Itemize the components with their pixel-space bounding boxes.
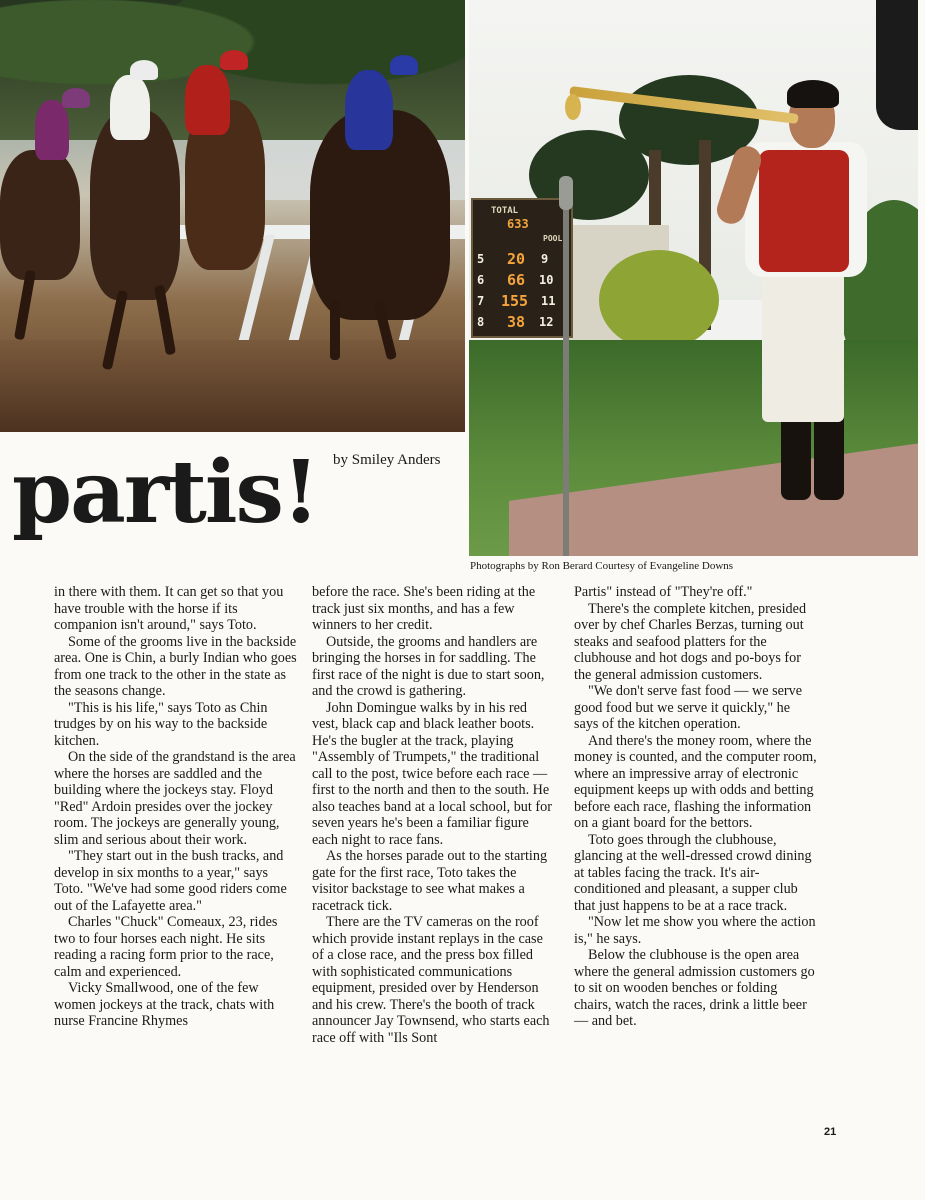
tote-row-side: 11 xyxy=(541,294,556,308)
jockey xyxy=(185,65,230,135)
tote-pool-label: POOL xyxy=(543,234,563,243)
tote-row-value: 20 xyxy=(507,250,526,268)
page-number: 21 xyxy=(824,1126,837,1138)
trumpet-bell xyxy=(565,94,581,120)
paragraph: "We don't serve fast food — we serve good food but we serve it quickly," he says of the kitchen operation. xyxy=(574,683,803,732)
tote-row-value: 38 xyxy=(507,313,526,331)
microphone xyxy=(559,176,573,210)
tote-row-num: 5 xyxy=(477,252,485,266)
paragraph: Below the clubhouse is the open area where the general admission customers go to sit on wooden benches or folding chairs, watch the races, drink a little beer — and bet. xyxy=(574,947,815,1029)
text-column-3 xyxy=(574,584,818,1030)
black-cap xyxy=(787,80,839,108)
tote-row-value: 66 xyxy=(507,271,526,289)
tote-row-side: 9 xyxy=(541,252,549,266)
tote-board xyxy=(471,198,573,338)
paragraph: Toto goes through the clubhouse, glancing at the well-dressed crowd dining at tables facing the track. It's air-conditioned and pleasant, a supper club that just happens to be at a race track. xyxy=(574,831,812,914)
jockey xyxy=(110,75,150,140)
jockey-cap xyxy=(130,60,158,80)
paragraph: Some of the grooms live in the backside area. One is Chin, a burly Indian who goes from one track to the other in the state as the seasons change. xyxy=(54,633,297,699)
jockey xyxy=(35,100,69,160)
tote-row-side: 12 xyxy=(539,315,554,329)
jockey-cap xyxy=(62,88,90,108)
tote-row-value: 155 xyxy=(501,292,529,310)
paragraph: There are the TV cameras on the roof which provide instant replays in the case of a close race, and the press box filled with sophisticated communications equipment, presided over by Henderson and his crew. There's the booth of track announcer Jay Townsend, who starts each race off with "Ils Sont xyxy=(312,914,550,1046)
text-column-1 xyxy=(54,584,298,1030)
paragraph: "Now let me show you where the action is," he says. xyxy=(574,914,816,947)
paragraph: "This is his life," says Toto as Chin trudges by on his way to the backside kitchen. xyxy=(54,699,268,749)
horse-leg xyxy=(14,270,36,341)
text-column-2 xyxy=(312,584,556,1046)
camera-equipment xyxy=(876,0,918,130)
tote-total-label: TOTAL xyxy=(491,206,519,216)
tote-row-side: 10 xyxy=(539,273,554,287)
photo-credit: Photographs by Ron Berard Courtesy of Evangeline Downs xyxy=(470,560,734,572)
paragraph: Vicky Smallwood, one of the few women jockeys at the track, chats with nurse Francine Rhymes xyxy=(54,980,275,1029)
paragraph: Partis" instead of "They're off." xyxy=(574,584,753,600)
headline: partis! xyxy=(12,442,318,543)
tote-row-num: 8 xyxy=(477,315,485,329)
paragraph: Charles "Chuck" Comeaux, 23, rides two to four horses each night. He sits reading a racing form prior to the race, calm and experienced. xyxy=(54,914,278,980)
paragraph: Outside, the grooms and handlers are bringing the horses in for saddling. The first race of the night is due to start soon, and the crowd is gathering. xyxy=(312,633,545,699)
paragraph: John Domingue walks by in his red vest, black cap and black leather boots. He's the bugler at the track, playing "Assembly of Trumpets," the traditional call to the post, twice before each race — first to the north and then to the south. He also teaches band at a local school, but for seven years he's been a familiar figure each night to race fans. xyxy=(312,699,552,848)
red-vest xyxy=(759,150,849,272)
tote-row-num: 7 xyxy=(477,294,485,308)
tote-row-num: 6 xyxy=(477,273,485,287)
jockey-cap xyxy=(390,55,418,75)
paragraph: "They start out in the bush tracks, and develop in six months to a year," says Toto. "We've had some good riders come out of the Lafayette area." xyxy=(54,848,287,914)
jockey-cap xyxy=(220,50,248,70)
yellow-shrub xyxy=(599,250,719,350)
horse-leg xyxy=(330,300,340,360)
tote-total-value: 633 xyxy=(507,217,529,231)
paragraph: There's the complete kitchen, presided over by chef Charles Berzas, turning out steaks and seafood platters for the clubhouse and hot dogs and po-boys for the general admission customers. xyxy=(574,600,807,683)
paragraph: before the race. She's been riding at the track just six months, and has a few winners to her credit. xyxy=(312,584,536,633)
paragraph: And there's the money room, where the money is counted, and the computer room, where an impressive array of electronic equipment keeps up with odds and betting before each race, flashing the information on a giant board for the bettors. xyxy=(574,732,817,831)
byline: by Smiley Anders xyxy=(333,452,441,468)
horse xyxy=(0,150,80,280)
bugler-photo xyxy=(469,0,918,556)
microphone-stand xyxy=(563,180,569,556)
white-breeches xyxy=(762,262,844,422)
jockey xyxy=(345,70,393,150)
horse-race-photo xyxy=(0,0,465,432)
paragraph: On the side of the grandstand is the area where the horses are saddled and the building where the jockeys stay. Floyd "Red" Ardoin presides over the jockey room. The jockeys are generally young, slim and serious about their work. xyxy=(54,749,296,848)
paragraph: As the horses parade out to the starting gate for the first race, Toto takes the visitor backstage to see what makes a racetrack tick. xyxy=(312,848,548,914)
paragraph: in there with them. It can get so that you have trouble with the horse if its companion isn't around," says Toto. xyxy=(54,584,284,633)
